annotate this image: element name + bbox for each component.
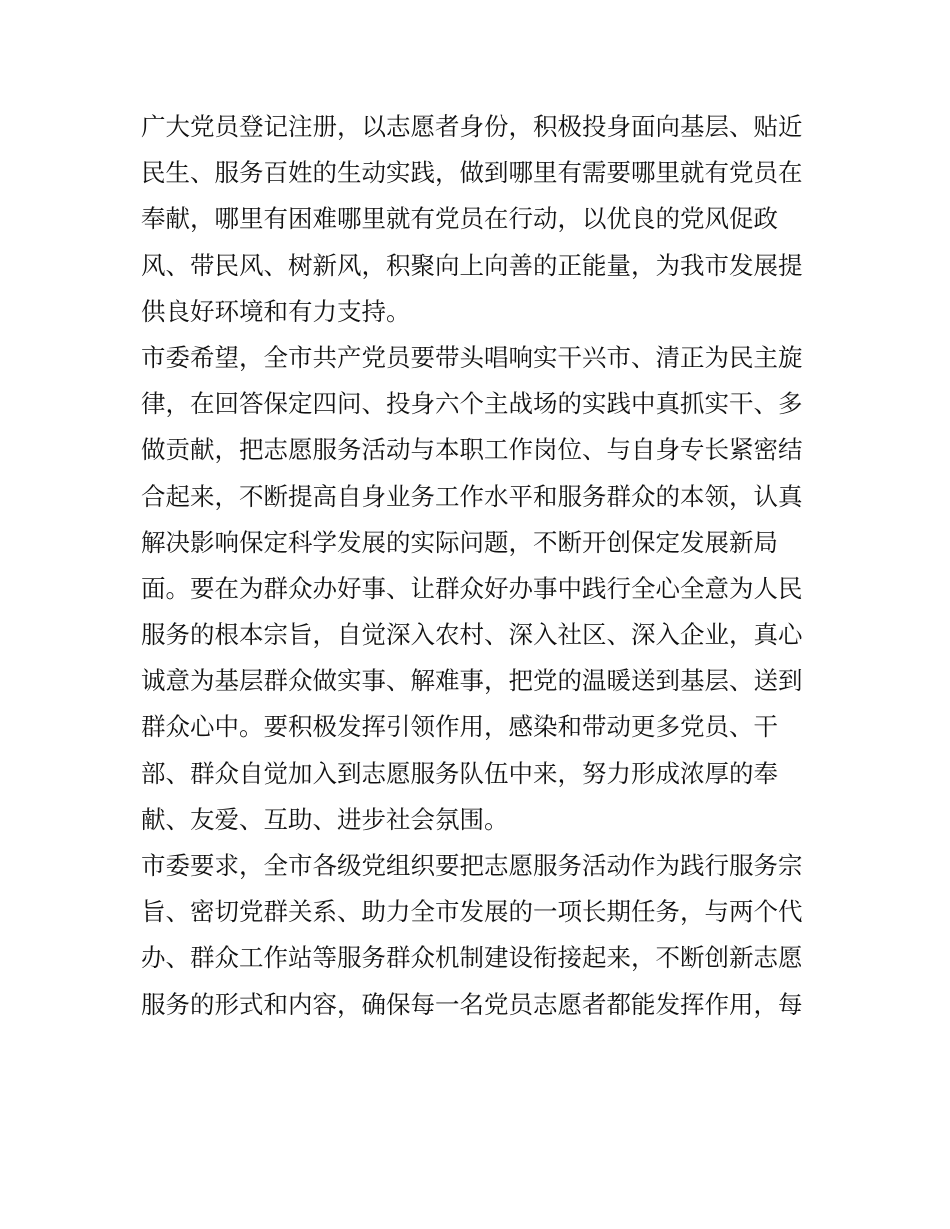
text-line: 诚意为基层群众做实事、解难事，把党的温暖送到基层、送到 bbox=[141, 666, 803, 696]
text-line: 奉献，哪里有困难哪里就有党员在行动，以优良的党风促政 bbox=[141, 204, 778, 234]
text-line: 风、带民风、树新风，积聚向上向善的正能量，为我市发展提 bbox=[141, 250, 803, 280]
text-line: 做贡献，把志愿服务活动与本职工作岗位、与自身专长紧密结 bbox=[141, 435, 803, 465]
text-line: 解决影响保定科学发展的实际问题，不断开创保定发展新局 bbox=[141, 527, 778, 557]
text-line: 合起来，不断提高自身业务工作水平和服务群众的本领，认真 bbox=[141, 481, 803, 511]
text-line: 办、群众工作站等服务群众机制建设衔接起来，不断创新志愿 bbox=[141, 943, 803, 973]
text-line: 市委希望，全市共产党员要带头唱响实干兴市、清正为民主旋 bbox=[141, 342, 803, 372]
text-line: 供良好环境和有力支持。 bbox=[141, 296, 411, 326]
text-line: 市委要求，全市各级党组织要把志愿服务活动作为践行服务宗 bbox=[141, 851, 803, 880]
text-line: 民生、服务百姓的生动实践，做到哪里有需要哪里就有党员在 bbox=[141, 158, 803, 188]
text-line: 献、友爱、互助、进步社会氛围。 bbox=[141, 804, 509, 834]
text-line: 服务的根本宗旨，自觉深入农村、深入社区、深入企业，真心 bbox=[141, 620, 803, 650]
text-line: 广大党员登记注册，以志愿者身份，积极投身面向基层、贴近 bbox=[141, 112, 803, 141]
text-line: 旨、密切党群关系、助力全市发展的一项长期任务，与两个代 bbox=[141, 897, 803, 927]
text-line: 律，在回答保定四问、投身六个主战场的实践中真抓实干、多 bbox=[141, 389, 803, 419]
text-line: 面。要在为群众办好事、让群众好办事中践行全心全意为人民 bbox=[141, 573, 803, 603]
text-line: 群众心中。要积极发挥引领作用，感染和带动更多党员、干 bbox=[141, 712, 778, 742]
text-line: 服务的形式和内容，确保每一名党员志愿者都能发挥作用，每 bbox=[141, 989, 803, 1019]
body-text bbox=[141, 104, 831, 1028]
text-line: 部、群众自觉加入到志愿服务队伍中来，努力形成浓厚的奉 bbox=[141, 758, 778, 788]
